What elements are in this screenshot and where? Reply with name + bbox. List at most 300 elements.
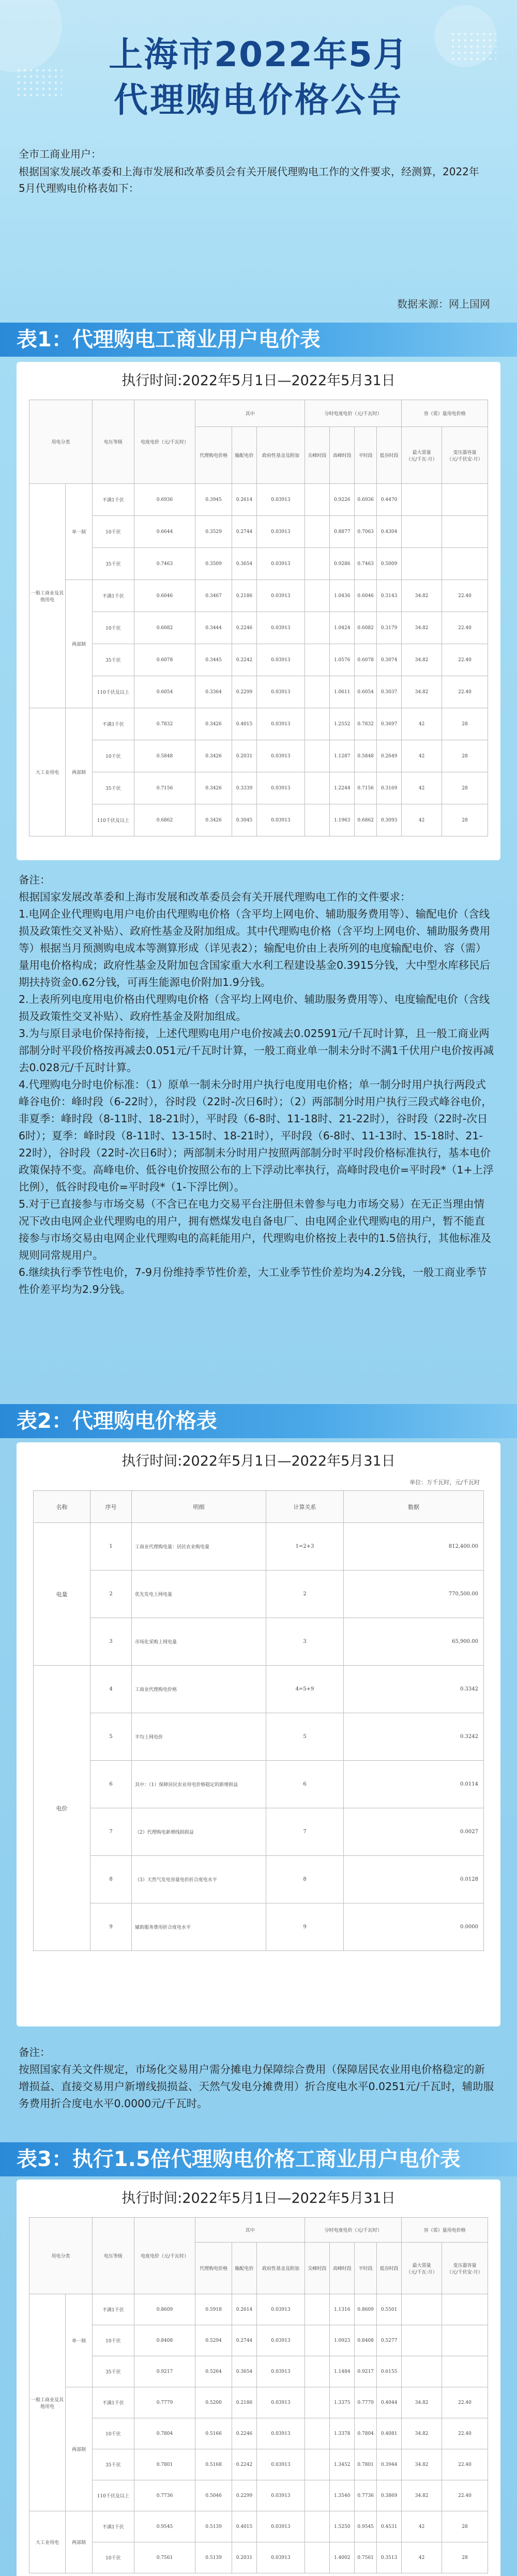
cell-name: 电量: [34, 1523, 90, 1666]
th-transmission: 输配电价: [232, 2243, 256, 2294]
cell-transformer: 28: [442, 772, 488, 804]
cell-transmission: 0.2246: [232, 2418, 256, 2449]
cell-purchase: 0.5294: [195, 2325, 232, 2356]
cell-flat: 0.7561: [355, 2542, 377, 2573]
cell-high: 1.2244: [330, 772, 355, 804]
cell-peak: [305, 548, 329, 580]
cell-seq: 7: [90, 1808, 132, 1856]
th-transmission: 输配电价: [232, 427, 256, 484]
table-row: [29, 484, 488, 516]
cell-transmission: 0.3339: [232, 772, 256, 804]
th-peak: 尖峰时段: [305, 2243, 329, 2294]
cell-value: 0.0114: [344, 1761, 484, 1808]
cell-purchase: 0.3426: [195, 708, 232, 740]
cell-price: 0.6644: [134, 516, 195, 548]
cell-flat: 0.6046: [355, 580, 377, 612]
cell-purchase: 0.3426: [195, 804, 232, 836]
cell-transformer: 22.40: [442, 2449, 488, 2480]
intro-text: [19, 146, 484, 197]
cell-transmission: 0.3654: [232, 2356, 256, 2387]
cell-flat: 0.7779: [355, 2387, 377, 2418]
note-paragraph: 6.继续执行季节性电价，7-9月份维持季节性价差，大工业季节性价差均为4.2分钱，一般工商业季节性价差平均为2.9分钱。: [19, 1266, 487, 1295]
cell-transformer: [442, 2294, 488, 2325]
cell-price: 0.9545: [134, 2511, 195, 2542]
cell-high: 1.4002: [330, 2542, 355, 2573]
notes-heading: 备注：: [19, 2046, 51, 2059]
cell-seq: 6: [90, 1761, 132, 1808]
cell-value: 0.0128: [344, 1856, 484, 1903]
cell-low: 0.4470: [376, 484, 401, 516]
cell-max-demand: 42: [402, 708, 442, 740]
note-paragraph: 4.代理购电分时电价标准：（1）原单一制未分时用户执行电度用电价格；单一制分时用户执行两段式峰谷电价：峰时段（6-22时），谷时段（22时-次日6时）；（2）两部制分时用户执行三段式峰谷电价，非夏季：峰时段（8-11时、18-21时），平时段（6-8时、11-18时、21-22时），谷时段（22时-次日6时）；夏季：峰时段（8-11时、13-15时、18-21时），平时段（6-8时、11-13时、15-18时、21-22时），谷时段（22时-次日6时）；两部制未分时用户按照两部制分时平时段价格标准执行，基本电价政策保持不变。高峰电价、低谷电价按照公布的上下浮动比率执行，高峰时段电价=平时段*（1+上浮比例），低谷时段电价=平时段*（1-下浮比例）。: [19, 1078, 494, 1193]
cell-high: 0.9226: [330, 484, 355, 516]
cell-low: 0.3179: [376, 612, 401, 644]
notes-table1: [19, 872, 494, 1298]
cell-value: 0.0000: [344, 1903, 484, 1951]
cell-flat: 0.6078: [355, 644, 377, 676]
cell-purchase: 0.5264: [195, 2356, 232, 2387]
cell-type: 两部制: [66, 2387, 93, 2511]
cell-type: 两部制: [66, 708, 93, 836]
cell-transmission: 0.2186: [232, 2387, 256, 2418]
th-flat: 平时段: [355, 427, 377, 484]
unit-label: 单位：万千瓦时，元/千瓦时: [409, 1479, 480, 1486]
cell-transmission: 0.2744: [232, 516, 256, 548]
th-capacity-group: 容（需）量用电价格: [402, 400, 488, 427]
th-seq: 序号: [90, 1491, 132, 1523]
table-row: [29, 676, 488, 708]
cell-type: 单一制: [66, 484, 93, 580]
cell-seq: 4: [90, 1666, 132, 1713]
th-max-demand: 最大需量 （元/千瓦·月）: [402, 2243, 442, 2294]
table-row: [34, 1523, 484, 1571]
cell-flat: 0.7063: [355, 516, 377, 548]
th-purchase: 代理购电价格: [195, 2243, 232, 2294]
th-capacity-group: 容（需）量用电价格: [402, 2218, 488, 2243]
table-row: [34, 1903, 484, 1951]
cell-transformer: 28: [442, 804, 488, 836]
cell-formula: 6: [266, 1761, 344, 1808]
notes-heading: 备注：: [19, 874, 51, 886]
cell-purchase: 0.3445: [195, 644, 232, 676]
note-paragraph: 1.电网企业代理购电用户电价由代理购电价格（含平均上网电价、辅助服务费用等）、输配电价（含线损及政策性交叉补贴）、政府性基金及附加组成。其中代理购电价格（含平均上网电价、辅助服务费用等）根据当月预测购电成本等测算形成（详见表2）；输配电价由上表所列的电度输配电价、容（需）量用电价格构成；政府性基金及附加包含国家重大水利工程建设基金0.3915分钱，大中型水库移民后期扶持资金0.62分钱，可再生能源电价附加1.9分钱。: [19, 908, 491, 988]
cell-level: 不满1千伏: [93, 2294, 134, 2325]
cell-type: 单一制: [66, 2294, 93, 2387]
cell-transformer: 22.40: [442, 2480, 488, 2511]
cell-level: 35千伏: [93, 772, 134, 804]
th-high: 高峰时段: [330, 2243, 355, 2294]
table-row: [29, 612, 488, 644]
cell-low: 0.3169: [376, 772, 401, 804]
cell-transformer: [442, 2325, 488, 2356]
cell-formula: 2: [266, 1571, 344, 1618]
cell-transformer: 28: [442, 2542, 488, 2573]
th-group-main: 其中: [195, 400, 305, 427]
table-row: [34, 1856, 484, 1903]
cell-formula: 8: [266, 1856, 344, 1903]
table-row: [29, 2356, 488, 2387]
section-title-table2: 表2：代理购电价格表: [0, 1404, 517, 1438]
cell-peak: [305, 612, 329, 644]
th-low: 低谷时段: [376, 2243, 401, 2294]
cell-high: 1.0611: [330, 676, 355, 708]
cell-flat: 0.7156: [355, 772, 377, 804]
cell-transmission: 0.4015: [232, 708, 256, 740]
cell-seq: 9: [90, 1903, 132, 1951]
table1-card: [17, 362, 500, 860]
th-tou-group: 分时电度电价（元/千瓦时）: [305, 2218, 401, 2243]
cell-high: 1.0923: [330, 2325, 355, 2356]
cell-level: 35千伏: [93, 548, 134, 580]
cell-formula: 9: [266, 1903, 344, 1951]
cell-seq: 5: [90, 1713, 132, 1761]
th-peak: 尖峰时段: [305, 427, 329, 484]
cell-low: 0.3869: [376, 2480, 401, 2511]
cell-high: 1.0576: [330, 644, 355, 676]
cell-transformer: 22.40: [442, 644, 488, 676]
cell-fund: 0.03913: [257, 804, 305, 836]
th-name: 名称: [34, 1491, 90, 1523]
cell-formula: 3: [266, 1618, 344, 1666]
cell-transmission: 0.2031: [232, 2542, 256, 2573]
cell-peak: [305, 708, 329, 740]
cell-low: 0.5009: [376, 548, 401, 580]
cell-purchase: 0.3529: [195, 516, 232, 548]
cell-purchase: 0.3945: [195, 484, 232, 516]
cell-high: 1.3378: [330, 2418, 355, 2449]
cell-transmission: 0.2614: [232, 2294, 256, 2325]
cell-transformer: 22.40: [442, 2387, 488, 2418]
cell-fund: 0.03913: [257, 676, 305, 708]
cell-price: 0.6936: [134, 484, 195, 516]
table-row: [29, 2294, 488, 2325]
table-row: [29, 740, 488, 772]
price-table-2: [33, 1490, 484, 1951]
cell-level: 不满1千伏: [93, 2511, 134, 2542]
cell-max-demand: 34.82: [402, 580, 442, 612]
cell-low: 0.2649: [376, 740, 401, 772]
cell-value: 770,500.00: [344, 1571, 484, 1618]
cell-max-demand: 34.82: [402, 676, 442, 708]
cell-flat: 0.7463: [355, 548, 377, 580]
cell-flat: 0.6862: [355, 804, 377, 836]
th-max-demand: 最大需量 （元/千瓦·月）: [402, 427, 442, 484]
cell-price: 0.6862: [134, 804, 195, 836]
table-row: [29, 580, 488, 612]
section-title-table3: 表3：执行1.5倍代理购电价格工商业用户电价表: [0, 2142, 517, 2176]
cell-transformer: 28: [442, 740, 488, 772]
cell-transformer: 22.40: [442, 2418, 488, 2449]
cell-max-demand: 34.82: [402, 2418, 442, 2449]
cell-level: 10千伏: [93, 2418, 134, 2449]
th-category: 用电分类: [29, 400, 93, 484]
table-row: [29, 2325, 488, 2356]
cell-formula: 5: [266, 1713, 344, 1761]
cell-price: 0.7804: [134, 2418, 195, 2449]
cell-low: 0.4081: [376, 2418, 401, 2449]
cell-fund: 0.03913: [257, 2480, 305, 2511]
th-transformer: 变压器容量 （元/千伏安·月）: [442, 2243, 488, 2294]
cell-item: 市场化采购上网电量: [132, 1618, 266, 1666]
cell-category: 一般工商业及其他用电: [29, 2294, 66, 2511]
cell-name: 电价: [34, 1666, 90, 1951]
cell-fund: 0.03913: [257, 2356, 305, 2387]
cell-price: 0.7736: [134, 2480, 195, 2511]
cell-transformer: [442, 2356, 488, 2387]
table-row: [34, 1761, 484, 1808]
table-row: [29, 2418, 488, 2449]
exec-time: 执行时间:2022年5月1日—2022年5月31日: [121, 373, 396, 389]
cell-value: 0.0027: [344, 1808, 484, 1856]
table-row: [34, 1808, 484, 1856]
cell-max-demand: [402, 516, 442, 548]
table-row: [29, 708, 488, 740]
cell-flat: 0.5848: [355, 740, 377, 772]
cell-price: 0.8408: [134, 2325, 195, 2356]
cell-max-demand: 34.82: [402, 644, 442, 676]
cell-high: 1.1316: [330, 2294, 355, 2325]
cell-low: 0.3944: [376, 2449, 401, 2480]
cell-max-demand: 34.82: [402, 2387, 442, 2418]
cell-level: 不满1千伏: [93, 484, 134, 516]
table-row: [29, 2449, 488, 2480]
cell-purchase: 0.3364: [195, 676, 232, 708]
table-row: [29, 2511, 488, 2542]
cell-peak: [305, 580, 329, 612]
table-row: [29, 772, 488, 804]
cell-max-demand: [402, 2356, 442, 2387]
cell-level: 10千伏: [93, 740, 134, 772]
cell-max-demand: 34.82: [402, 2480, 442, 2511]
cell-category: 大工业用电: [29, 2511, 66, 2573]
th-level: 电压等级: [93, 400, 134, 484]
cell-price: 0.6054: [134, 676, 195, 708]
table3-card: [17, 2179, 500, 2576]
cell-transmission: 0.4015: [232, 2511, 256, 2542]
th-fund: 政府性基金及附加: [257, 427, 305, 484]
cell-item: 辅助服务费用折合度电水平: [132, 1903, 266, 1951]
cell-low: 0.4044: [376, 2387, 401, 2418]
price-table-1: [29, 400, 488, 836]
cell-transformer: 22.40: [442, 580, 488, 612]
notes-table2: [19, 2044, 494, 2112]
cell-peak: [305, 740, 329, 772]
cell-transmission: 0.2031: [232, 740, 256, 772]
cell-peak: [305, 644, 329, 676]
cell-price: 0.6046: [134, 580, 195, 612]
cell-purchase: 0.5046: [195, 2480, 232, 2511]
note-paragraph: 5.对于已直接参与市场交易（不含已在电力交易平台注册但未曾参与电力市场交易）在无正当理由情况下改由电网企业代理购电的用户，拥有燃煤发电自备电厂、由电网企业代理购电的用户，暂不能直接参与市场交易由电网企业代理购电的高耗能用户，代理购电价格按上表中的1.5倍执行，其他标准及规则同常规用户。: [19, 1198, 492, 1261]
cell-low: 0.3697: [376, 708, 401, 740]
cell-seq: 8: [90, 1856, 132, 1903]
th-flat: 平时段: [355, 2243, 377, 2294]
cell-high: 0.9286: [330, 548, 355, 580]
cell-price: 0.7801: [134, 2449, 195, 2480]
cell-fund: 0.03913: [257, 516, 305, 548]
cell-low: 0.3037: [376, 676, 401, 708]
th-group-main: 其中: [195, 2218, 305, 2243]
cell-formula: 7: [266, 1808, 344, 1856]
cell-low: 0.5277: [376, 2325, 401, 2356]
cell-peak: [305, 2356, 329, 2387]
cell-max-demand: 42: [402, 740, 442, 772]
cell-flat: 0.7804: [355, 2418, 377, 2449]
cell-purchase: 0.5200: [195, 2387, 232, 2418]
cell-price: 0.9217: [134, 2356, 195, 2387]
cell-max-demand: [402, 2325, 442, 2356]
cell-level: 不满1千伏: [93, 580, 134, 612]
exec-time: 执行时间:2022年5月1日—2022年5月31日: [121, 2190, 396, 2206]
cell-transmission: 0.3045: [232, 804, 256, 836]
cell-flat: 0.9217: [355, 2356, 377, 2387]
cell-flat: 0.6054: [355, 676, 377, 708]
cell-price: 0.6082: [134, 612, 195, 644]
cell-fund: 0.03913: [257, 2294, 305, 2325]
cell-transmission: 0.2186: [232, 580, 256, 612]
cell-purchase: 0.5168: [195, 2449, 232, 2480]
th-high: 高峰时段: [330, 427, 355, 484]
cell-peak: [305, 2480, 329, 2511]
cell-peak: [305, 2542, 329, 2573]
cell-peak: [305, 2511, 329, 2542]
cell-fund: 0.03913: [257, 644, 305, 676]
cell-fund: 0.03913: [257, 772, 305, 804]
cell-transformer: 22.40: [442, 612, 488, 644]
cell-transmission: 0.2246: [232, 612, 256, 644]
cell-value: 0.3342: [344, 1666, 484, 1713]
cell-level: 不满1千伏: [93, 708, 134, 740]
cell-price: 0.5848: [134, 740, 195, 772]
cell-transformer: [442, 516, 488, 548]
cell-transmission: 0.2299: [232, 2480, 256, 2511]
cell-peak: [305, 772, 329, 804]
cell-price: 0.6078: [134, 644, 195, 676]
table-row: [34, 1571, 484, 1618]
intro-greeting: 全市工商业用户：: [19, 148, 101, 160]
cell-high: 1.1963: [330, 804, 355, 836]
price-table-3: [29, 2217, 488, 2573]
th-item: 明细: [132, 1491, 266, 1523]
th-price: 电度电价（元/千瓦时）: [134, 400, 195, 484]
cell-fund: 0.03913: [257, 2387, 305, 2418]
cell-high: 1.0424: [330, 612, 355, 644]
cell-item: （3）天然气发电容量电价折合度电水平: [132, 1856, 266, 1903]
cell-max-demand: 42: [402, 2542, 442, 2573]
table-row: [29, 644, 488, 676]
th-category: 用电分类: [29, 2218, 93, 2294]
page-title-line1: 上海市2022年5月: [109, 35, 408, 74]
table-row: [34, 1713, 484, 1761]
cell-level: 110千伏及以上: [93, 2480, 134, 2511]
cell-purchase: 0.5166: [195, 2418, 232, 2449]
cell-level: 110千伏及以上: [93, 676, 134, 708]
cell-high: 1.3375: [330, 2387, 355, 2418]
cell-level: 35千伏: [93, 2449, 134, 2480]
cell-value: 65,900.00: [344, 1618, 484, 1666]
cell-seq: 1: [90, 1523, 132, 1571]
cell-fund: 0.03913: [257, 708, 305, 740]
cell-low: 0.4531: [376, 2511, 401, 2542]
cell-level: 10千伏: [93, 2325, 134, 2356]
cell-purchase: 0.3426: [195, 772, 232, 804]
cell-transmission: 0.2242: [232, 2449, 256, 2480]
th-low: 低谷时段: [376, 427, 401, 484]
cell-level: 10千伏: [93, 516, 134, 548]
th-transformer: 变压器容量 （元/千伏安·月）: [442, 427, 488, 484]
cell-formula: 1=2+3: [266, 1523, 344, 1571]
cell-high: 1.1484: [330, 2356, 355, 2387]
table2-card: [17, 1442, 500, 2026]
cell-fund: 0.03913: [257, 548, 305, 580]
cell-price: 0.7463: [134, 548, 195, 580]
cell-value: 0.3242: [344, 1713, 484, 1761]
cell-purchase: 0.3426: [195, 740, 232, 772]
cell-type: 两部制: [66, 2511, 93, 2573]
cell-transformer: [442, 484, 488, 516]
cell-peak: [305, 2325, 329, 2356]
note-paragraph: 2.上表所列电度用电价格由代理购电价格（含平均上网电价、辅助服务费用等）、电度输配电价（含线损及政策性交叉补贴）、政府性基金及附加组成。: [19, 993, 490, 1023]
cell-level: 110千伏及以上: [93, 804, 134, 836]
table-row: [29, 2387, 488, 2418]
cell-fund: 0.03913: [257, 2325, 305, 2356]
cell-fund: 0.03913: [257, 2511, 305, 2542]
cell-flat: 0.7801: [355, 2449, 377, 2480]
cell-fund: 0.03913: [257, 2418, 305, 2449]
hero-banner: [0, 0, 517, 123]
cell-peak: [305, 2387, 329, 2418]
table-row: [29, 804, 488, 836]
cell-max-demand: 34.82: [402, 2449, 442, 2480]
cell-high: 1.1287: [330, 740, 355, 772]
cell-low: 0.6155: [376, 2356, 401, 2387]
cell-formula: 4=5+9: [266, 1666, 344, 1713]
section-title-table1: 表1：代理购电工商业用户电价表: [0, 323, 517, 357]
cell-peak: [305, 2294, 329, 2325]
cell-item: 其中：（1）保障居民农业用电价格稳定的新增损益: [132, 1761, 266, 1808]
cell-low: 0.3513: [376, 2542, 401, 2573]
th-purchase: 代理购电价格: [195, 427, 232, 484]
cell-transformer: 28: [442, 2511, 488, 2542]
cell-peak: [305, 484, 329, 516]
table-row: [29, 2542, 488, 2573]
cell-max-demand: 34.82: [402, 612, 442, 644]
cell-item: 优先发电上网电量: [132, 1571, 266, 1618]
cell-level: 35千伏: [93, 2356, 134, 2387]
cell-category: 大工业用电: [29, 708, 66, 836]
cell-high: 1.0436: [330, 580, 355, 612]
note-paragraph: 3.为与原目录电价保持衔接，上述代理购电用户电价按减去0.02591元/千瓦时计算，且一般工商业两部制分时平段价格按再减去0.051元/千瓦时计算，一般工商业单一制未分时不满1千伏用户电价按再减去0.028元/千瓦时计算。: [19, 1027, 494, 1074]
cell-fund: 0.03913: [257, 484, 305, 516]
th-level: 电压等级: [93, 2218, 134, 2294]
cell-peak: [305, 2449, 329, 2480]
cell-price: 0.8609: [134, 2294, 195, 2325]
cell-max-demand: [402, 484, 442, 516]
cell-level: 不满1千伏: [93, 2387, 134, 2418]
data-source: 数据来源：网上国网: [397, 298, 490, 310]
cell-price: 0.7156: [134, 772, 195, 804]
table-row: [29, 548, 488, 580]
th-price: 电度电价（元/千瓦时）: [134, 2218, 195, 2294]
cell-item: 工商业代理购电量：居民农业购电量: [132, 1523, 266, 1571]
cell-item: 平均上网电价: [132, 1713, 266, 1761]
cell-purchase: 0.5139: [195, 2511, 232, 2542]
th-tou-group: 分时电度电价（元/千瓦时）: [305, 400, 401, 427]
cell-flat: 0.8609: [355, 2294, 377, 2325]
th-value: 数据: [344, 1491, 484, 1523]
cell-purchase: 0.5139: [195, 2542, 232, 2573]
cell-level: 35千伏: [93, 644, 134, 676]
cell-fund: 0.03913: [257, 740, 305, 772]
